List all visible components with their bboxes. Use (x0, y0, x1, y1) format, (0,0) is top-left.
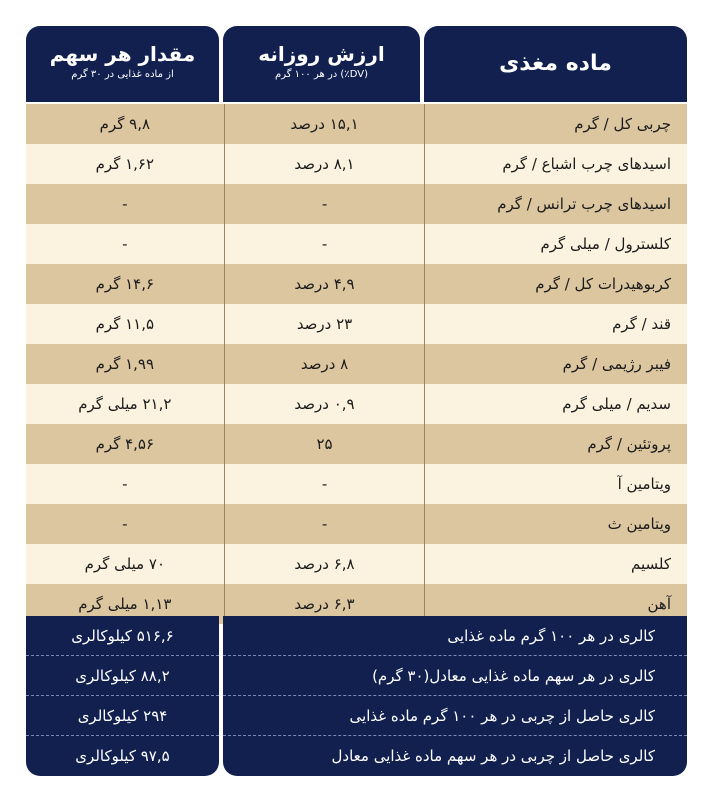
daily-value: ۸ درصد (224, 344, 425, 384)
calorie-value: ۹۷,۵ کیلوکالری (75, 747, 170, 765)
table-row (26, 144, 687, 184)
calorie-value: ۵۱۶,۶ کیلوکالری (26, 616, 219, 656)
serving-value: ۴,۵۶ گرم (95, 435, 155, 453)
table-row (26, 104, 687, 144)
nutrient-name: ویتامین ث (424, 504, 687, 544)
nutrient-name: فیبر رژیمی / گرم (424, 344, 687, 384)
calorie-labels-panel (223, 616, 687, 776)
serving-value: - (122, 195, 128, 213)
daily-value: ۸,۱ درصد (224, 144, 425, 184)
nutrient-name: قند / گرم (424, 304, 687, 344)
table-row (26, 224, 687, 264)
daily-value: ۴,۹ درصد (224, 264, 425, 304)
calorie-value: ۸۸,۲ کیلوکالری (26, 656, 219, 696)
table-row (26, 424, 687, 464)
table-row (26, 344, 687, 384)
nutrient-name: کربوهیدرات کل / گرم (424, 264, 687, 304)
serving-value: ۱۱,۵ گرم (95, 315, 155, 333)
serving-value: - (122, 475, 128, 493)
daily-value: ۶,۳ درصد (224, 584, 425, 624)
header-serving-subtitle: از ماده غذایی در ۳۰ گرم (71, 69, 174, 80)
serving-value: ۱,۱۳ میلی گرم (78, 595, 172, 613)
nutrient-name: سدیم / میلی گرم (424, 384, 687, 424)
nutrient-name: کلسیم (424, 544, 687, 584)
daily-value: - (224, 504, 425, 544)
nutrient-name: ویتامین آ (424, 464, 687, 504)
daily-value: ۱۵,۱ درصد (224, 104, 425, 144)
header-serving (26, 26, 219, 102)
nutrient-name: آهن (424, 584, 687, 624)
table-row (26, 264, 687, 304)
nutrient-name: پروتئین / گرم (424, 424, 687, 464)
daily-value: ۰,۹ درصد (224, 384, 425, 424)
daily-value: ۲۳ درصد (224, 304, 425, 344)
serving-value: ۱,۹۹ گرم (95, 355, 155, 373)
nutrient-name: چربی کل / گرم (424, 104, 687, 144)
serving-value: ۱,۶۲ گرم (95, 155, 155, 173)
table-row (26, 504, 687, 544)
serving-value: ۱۴,۶ گرم (95, 275, 155, 293)
serving-value: - (122, 515, 128, 533)
table-row (26, 544, 687, 584)
calorie-label: کالری حاصل از چربی در هر سهم ماده غذایی معادل (331, 747, 655, 765)
table-row (26, 184, 687, 224)
daily-value: - (224, 224, 425, 264)
calorie-label: کالری در هر ۱۰۰ گرم ماده غذایی (223, 616, 687, 656)
header-daily-value-subtitle: (DV٪) در هر ۱۰۰ گرم (275, 69, 368, 80)
serving-value: ۲۱,۲ میلی گرم (78, 395, 172, 413)
serving-value: - (122, 235, 128, 253)
daily-value: ۲۵ (224, 424, 425, 464)
calorie-value: ۲۹۴ کیلوکالری (26, 696, 219, 736)
table-row (26, 464, 687, 504)
calorie-label: کالری در هر سهم ماده غذایی معادل(۳۰ گرم) (223, 656, 687, 696)
nutrient-name: اسیدهای چرب ترانس / گرم (424, 184, 687, 224)
header-serving-title: مقدار هر سهم (49, 42, 196, 66)
daily-value: ۶,۸ درصد (224, 544, 425, 584)
header-nutrient-title: ماده مغذی (499, 51, 612, 76)
calorie-label: کالری حاصل از چربی در هر ۱۰۰ گرم ماده غذایی (223, 696, 687, 736)
header-nutrient (424, 26, 687, 102)
nutrient-name: اسیدهای چرب اشباع / گرم (424, 144, 687, 184)
table-row (26, 304, 687, 344)
calorie-values-panel (26, 616, 219, 776)
nutrient-name: کلسترول / میلی گرم (424, 224, 687, 264)
nutrition-table (26, 104, 687, 624)
header-daily-value-title: ارزش روزانه (258, 42, 385, 66)
daily-value: - (224, 184, 425, 224)
daily-value: - (224, 464, 425, 504)
serving-value: ۹,۸ گرم (99, 115, 151, 133)
header-daily-value (223, 26, 420, 102)
table-row (26, 384, 687, 424)
serving-value: ۷۰ میلی گرم (84, 555, 166, 573)
